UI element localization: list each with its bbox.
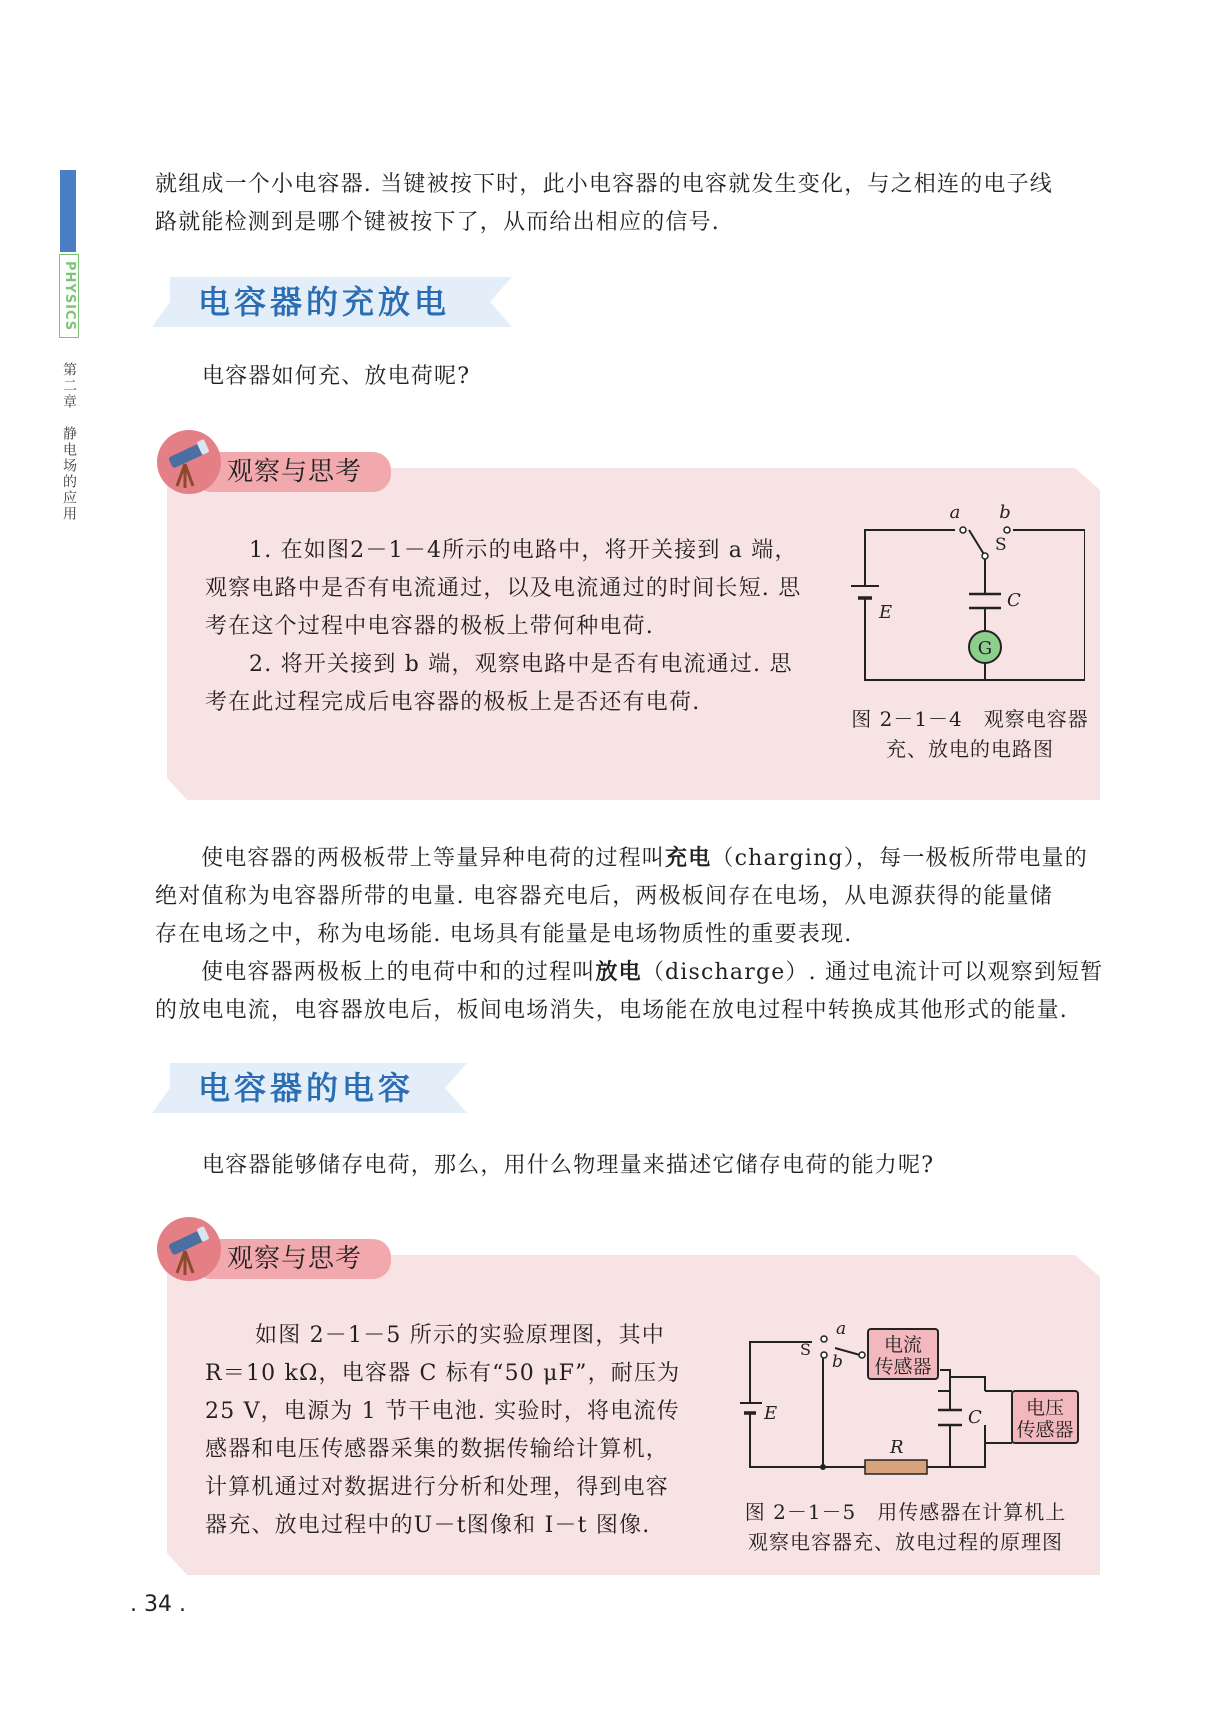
- box2-line3: 25 V，电源为 1 节干电池. 实验时，将电流传: [205, 1399, 680, 1424]
- section-title: 电容器的充放电: [198, 283, 451, 321]
- label-b: b: [999, 502, 1011, 523]
- label-s: S: [800, 1340, 811, 1359]
- switch-pivot: [982, 553, 988, 559]
- caption-line-2: 充、放电的电路图: [886, 737, 1054, 761]
- box1-p1-line3: 考在这个过程中电容器的极板上带何种电荷.: [205, 614, 654, 639]
- box2-line1: 如图 2－1－5 所示的实验原理图，其中: [255, 1323, 665, 1348]
- figure-caption-2-1-5: [733, 1497, 1078, 1557]
- box-tag-title: 观察与思考: [227, 457, 363, 487]
- label-b: b: [832, 1352, 843, 1372]
- box-tag-title: 观察与思考: [227, 1244, 363, 1274]
- box2-line4: 感器和电压传感器采集的数据传输给计算机，: [205, 1437, 670, 1462]
- observe-think-box-2: [155, 1215, 1100, 1575]
- terminal-a: [960, 527, 966, 533]
- body-p2-line2: 的放电电流，电容器放电后，板间电场消失，电场能在放电过程中转换成其他形式的能量.: [155, 998, 1068, 1023]
- body-text: [155, 840, 1115, 1030]
- sidebar-subject-label: PHYSICS: [59, 254, 79, 338]
- box2-line5: 计算机通过对数据进行分析和处理，得到电容: [205, 1475, 670, 1500]
- current-sensor-line1: 电流: [883, 1334, 923, 1356]
- box2-line2: R＝10 kΩ，电容器 C 标有“50 μF”，耐压为: [205, 1361, 681, 1386]
- resistor: [865, 1460, 927, 1474]
- section-question: 电容器如何充、放电荷呢?: [202, 364, 471, 389]
- box1-p2-line1: 2. 将开关接到 b 端，观察电路中是否有电流通过. 思: [249, 652, 793, 677]
- switch-pivot: [859, 1352, 865, 1358]
- section-title: 电容器的电容: [198, 1069, 415, 1107]
- circuit-diagram-2-1-5: [740, 1315, 1080, 1495]
- body-p1-line3: 存在电场之中，称为电场能. 电场具有能量是电场物质性的重要表现.: [155, 922, 853, 947]
- body-p1-line2: 绝对值称为电容器所带的电量. 电容器充电后，两极板间存在电场，从电源获得的能量储: [155, 884, 1053, 909]
- intro-line-1: 就组成一个小电容器. 当键被按下时，此小电容器的电容就发生变化，与之相连的电子线: [155, 172, 1053, 197]
- caption-line-1: 图 2－1－5 用传感器在计算机上: [744, 1500, 1067, 1524]
- label-e: E: [879, 602, 893, 623]
- terminal-b: [1004, 527, 1010, 533]
- terminal-a: [821, 1336, 827, 1342]
- label-a: a: [836, 1319, 847, 1339]
- caption-line-2: 观察电容器充、放电过程的原理图: [748, 1530, 1063, 1554]
- voltage-sensor-line2: 传感器: [1016, 1419, 1074, 1441]
- term-charging: 充电: [665, 846, 712, 871]
- figure-caption-2-1-4: [835, 704, 1105, 764]
- box2-line6: 器充、放电过程中的U－t图像和 I－t 图像.: [205, 1513, 651, 1538]
- switch-blade: [969, 530, 985, 556]
- box1-text: [205, 532, 805, 722]
- terminal-b: [821, 1352, 827, 1358]
- label-s: S: [995, 535, 1007, 555]
- intro-paragraph: [155, 166, 1053, 242]
- sidebar-color-bar: [60, 170, 76, 252]
- page-number: . 34 .: [130, 1592, 186, 1617]
- circuit-diagram-2-1-4: [845, 498, 1085, 698]
- current-sensor-line2: 传感器: [874, 1356, 932, 1378]
- caption-line-1: 图 2－1－4 观察电容器: [851, 707, 1089, 731]
- label-c: C: [1007, 590, 1021, 611]
- label-g: G: [977, 638, 993, 659]
- label-e: E: [764, 1403, 778, 1424]
- label-c: C: [968, 1407, 982, 1428]
- observe-think-box-1: [155, 428, 1100, 800]
- section-heading-capacitance: [152, 1063, 467, 1113]
- box2-text: [205, 1317, 725, 1545]
- box1-p1-line2: 观察电路中是否有电流通过，以及电流通过的时间长短. 思: [205, 576, 802, 601]
- intro-line-2: 路就能检测到是哪个键被按下了，从而给出相应的信号.: [155, 210, 720, 235]
- box1-p2-line2: 考在此过程完成后电容器的极板上是否还有电荷.: [205, 690, 701, 715]
- sidebar-chapter-label: 第二章 静电场的应用: [61, 362, 77, 522]
- section-question: 电容器能够储存电荷，那么，用什么物理量来描述它储存电荷的能力呢?: [202, 1153, 935, 1178]
- section-heading-charging: [152, 277, 512, 327]
- label-r: R: [890, 1437, 904, 1458]
- term-discharge: 放电: [595, 960, 642, 985]
- body-p2-line1: 使电容器两极板上的电荷中和的过程叫放电（discharge）. 通过电流计可以观察到短暂: [201, 960, 1104, 985]
- junction-dot: [820, 1464, 826, 1470]
- box1-p1-line1: 1. 在如图2－1－4所示的电路中，将开关接到 a 端，: [249, 538, 798, 563]
- voltage-sensor-line1: 电压: [1025, 1397, 1065, 1419]
- label-a: a: [949, 502, 961, 523]
- body-p1-line1: 使电容器的两极板带上等量异种电荷的过程叫充电（charging），每一极板所带电量的: [201, 846, 1088, 871]
